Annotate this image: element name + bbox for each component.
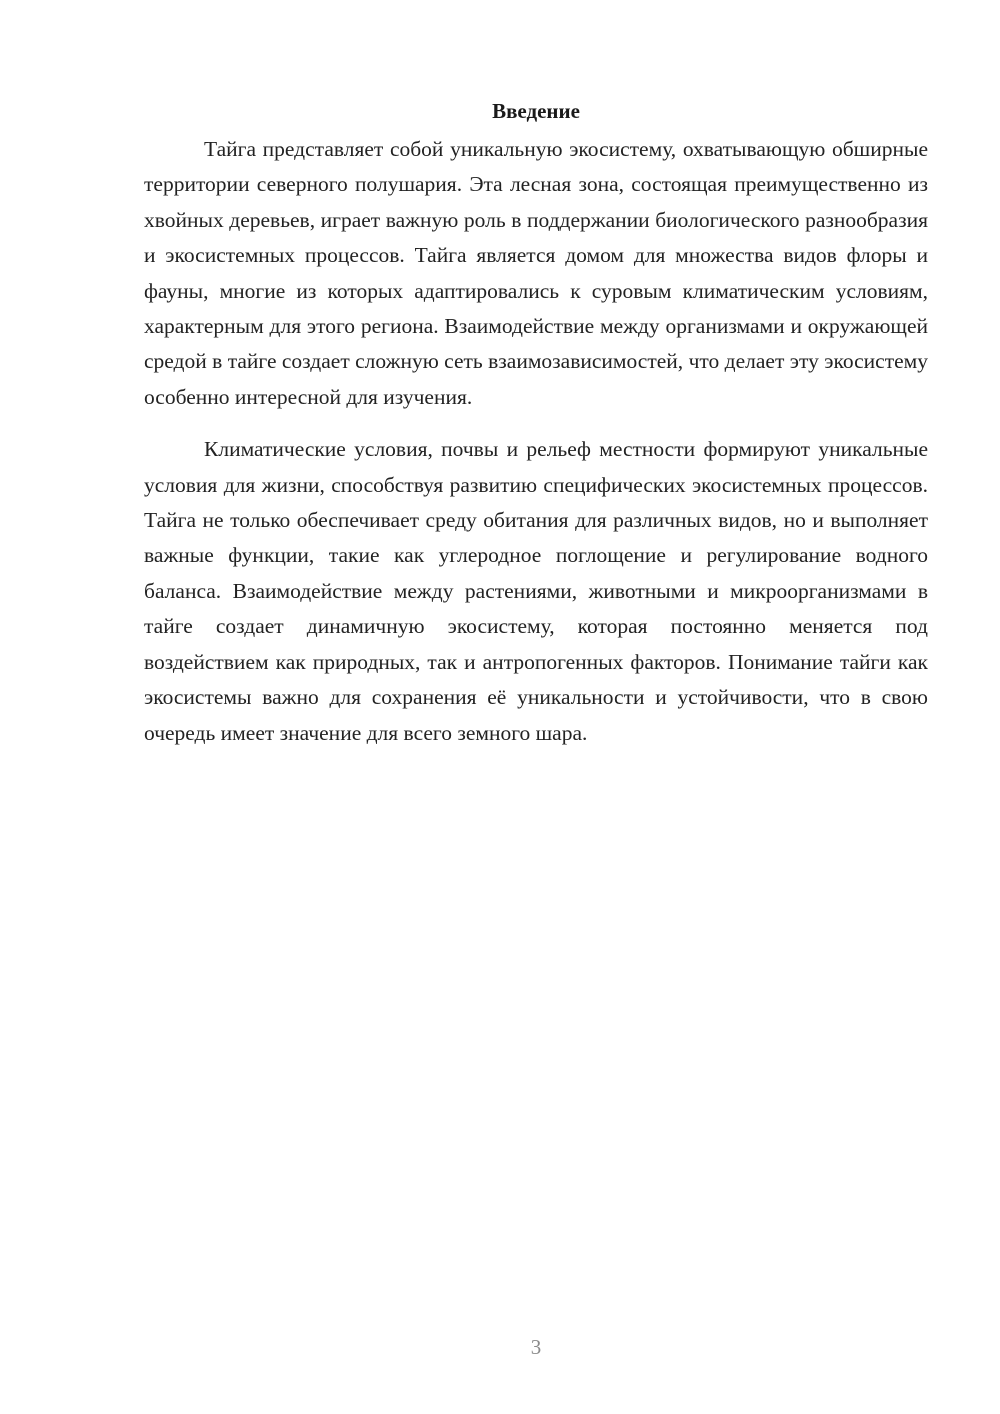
- paragraph-1: Тайга представляет собой уникальную экосистему, охватывающую обширные территории северного полушария. Эта лесная зона, состоящая преимущественно из хвойных деревьев, играет важную роль в поддержании биологического разнообразия и экосистемных процессов. Тайга является домом для множества видов флоры и фауны, многие из которых адаптировались к суровым климатическим условиям, характерным для этого региона. Взаимодействие между организмами и окружающей средой в тайге создает сложную сеть взаимозависимостей, что делает эту экосистему особенно интересной для изучения.: [144, 137, 928, 409]
- paragraph-2: Климатические условия, почвы и рельеф местности формируют уникальные условия для жизни, способствуя развитию специфических экосистемных процессов. Тайга не только обеспечивает среду обитания для различных видов, но и выполняет важные функции, такие как углеродное поглощение и регулирование водного баланса. Взаимодействие между растениями, животными и микроорганизмами в тайге создает динамичную экосистему, которая постоянно меняется под воздействием как природных, так и антропогенных факторов. Понимание тайги как экосистемы важно для сохранения её уникальности и устойчивости, что в свою очередь имеет значение для всего земного шара.: [144, 437, 928, 745]
- page-content: [144, 96, 928, 751]
- section-heading: Введение: [492, 99, 580, 123]
- page-number: 3: [530, 1335, 542, 1359]
